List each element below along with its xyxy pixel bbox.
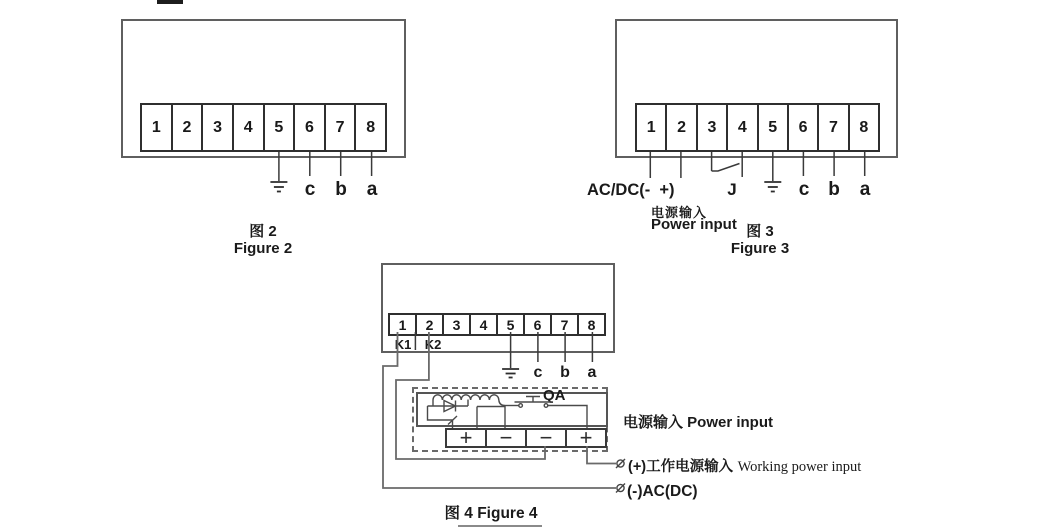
fig4-power-button-label: QA [543, 387, 566, 404]
terminal-cell [523, 315, 550, 334]
terminal-cell [442, 315, 469, 334]
terminal-number: 4 [737, 118, 747, 136]
fig4-relay-k2-label: K2 [424, 337, 442, 352]
fig4-relay-k1-label: K1 [394, 337, 412, 352]
terminal-cell [171, 105, 202, 150]
figure3-caption [700, 223, 820, 257]
fig4-working-power-en: Working power input [737, 459, 862, 475]
terminal-number: 5 [274, 118, 284, 136]
terminal-number: 3 [707, 118, 717, 136]
figure3-caption-en: Figure 3 [730, 240, 790, 257]
terminal-cell [201, 105, 232, 150]
terminal-number: 1 [398, 316, 407, 333]
terminal-cell [665, 105, 695, 150]
minus-terminal [525, 425, 565, 450]
terminal-number: 3 [213, 118, 223, 136]
figure4-caption [431, 505, 551, 522]
fig4-signal-b-label: b [560, 364, 570, 381]
terminal-number: 4 [243, 118, 253, 136]
earth-ground-icon [270, 182, 287, 192]
figure2-terminal-strip [140, 103, 387, 152]
terminal-point-icon [616, 484, 625, 493]
terminal-cell [354, 105, 385, 150]
terminal-cell [142, 105, 171, 150]
top-edge-artifact [157, 0, 183, 4]
terminal-number: 2 [677, 118, 687, 136]
terminal-cell [726, 105, 756, 150]
fig3-signal-b-label: b [828, 179, 840, 200]
relay-contact-icon [712, 164, 740, 172]
fig4-signal-a-label: a [587, 364, 597, 381]
fig4-power-circuit-box [416, 392, 608, 427]
terminal-cell [232, 105, 263, 150]
plus-terminal [447, 425, 485, 450]
terminal-cell [469, 315, 496, 334]
terminal-number: 4 [479, 316, 488, 333]
terminal-cell [817, 105, 847, 150]
terminal-cell [577, 315, 604, 334]
fig3-signal-c-label: c [798, 179, 810, 200]
figure3-caption-zh: 图 3 [746, 223, 774, 240]
fig4-power-input-label: 电源输入 Power input [623, 414, 774, 431]
figure4-caption-text: 图 4 Figure 4 [444, 505, 538, 522]
figure4-device-outline [381, 263, 615, 353]
figure2-caption [203, 223, 323, 257]
terminal-number: 8 [859, 118, 869, 136]
plus-terminal [565, 425, 605, 450]
terminal-number: 8 [366, 118, 376, 136]
terminal-number: 8 [587, 316, 596, 333]
terminal-cell [415, 315, 442, 334]
figure2-caption-en: Figure 2 [233, 240, 293, 257]
figure2-caption-zh: 图 2 [249, 223, 277, 240]
terminal-cell [324, 105, 355, 150]
minus-terminal [485, 425, 525, 450]
minus-symbol: − [539, 425, 553, 450]
fig3-signal-a-label: a [859, 179, 871, 200]
fig4-polarity-terminal-row [445, 425, 607, 450]
fig4-working-power-zh: (+)工作电源输入 [628, 459, 734, 475]
fig4-signal-c-label: c [533, 364, 543, 381]
terminal-number: 2 [182, 118, 192, 136]
minus-symbol: − [499, 425, 513, 450]
terminal-cell [390, 315, 415, 334]
terminal-number: 5 [768, 118, 778, 136]
terminal-number: 7 [335, 118, 345, 136]
terminal-cell [787, 105, 817, 150]
terminal-number: 5 [506, 316, 515, 333]
terminal-cell [637, 105, 665, 150]
fig3-relay-contact-label: J [727, 180, 737, 199]
figure4-terminal-strip [388, 313, 606, 336]
terminal-cell [696, 105, 726, 150]
terminal-cell [293, 105, 324, 150]
terminal-cell [496, 315, 523, 334]
fig2-signal-b-label: b [335, 179, 347, 200]
fig3-power-input-zh: 电源输入 [651, 205, 708, 220]
terminal-number: 7 [828, 118, 838, 136]
terminal-number: 3 [452, 316, 461, 333]
terminal-cell [263, 105, 294, 150]
terminal-number: 7 [560, 316, 569, 333]
terminal-cell [757, 105, 787, 150]
terminal-cell [848, 105, 878, 150]
fig4-working-power-label [628, 455, 861, 476]
fig3-power-input-en: Power input [651, 216, 737, 233]
terminal-cell [550, 315, 577, 334]
terminal-number: 1 [646, 118, 656, 136]
terminal-number: 6 [304, 118, 314, 136]
terminal-point-icon [616, 459, 625, 468]
figure3-terminal-strip [635, 103, 880, 152]
earth-ground-icon [764, 182, 781, 192]
fig3-acdc-power-label: AC/DC(- +) [587, 181, 675, 199]
earth-ground-icon [502, 369, 519, 378]
terminal-number: 6 [798, 118, 808, 136]
fig2-signal-c-label: c [304, 179, 316, 200]
terminal-number: 1 [151, 118, 161, 136]
terminal-number: 6 [533, 316, 542, 333]
plus-symbol: + [579, 425, 593, 450]
terminal-number: 2 [425, 316, 434, 333]
fig4-neg-acdc-label: (-)AC(DC) [627, 483, 698, 500]
plus-symbol: + [459, 425, 473, 450]
fig2-signal-a-label: a [366, 179, 378, 200]
